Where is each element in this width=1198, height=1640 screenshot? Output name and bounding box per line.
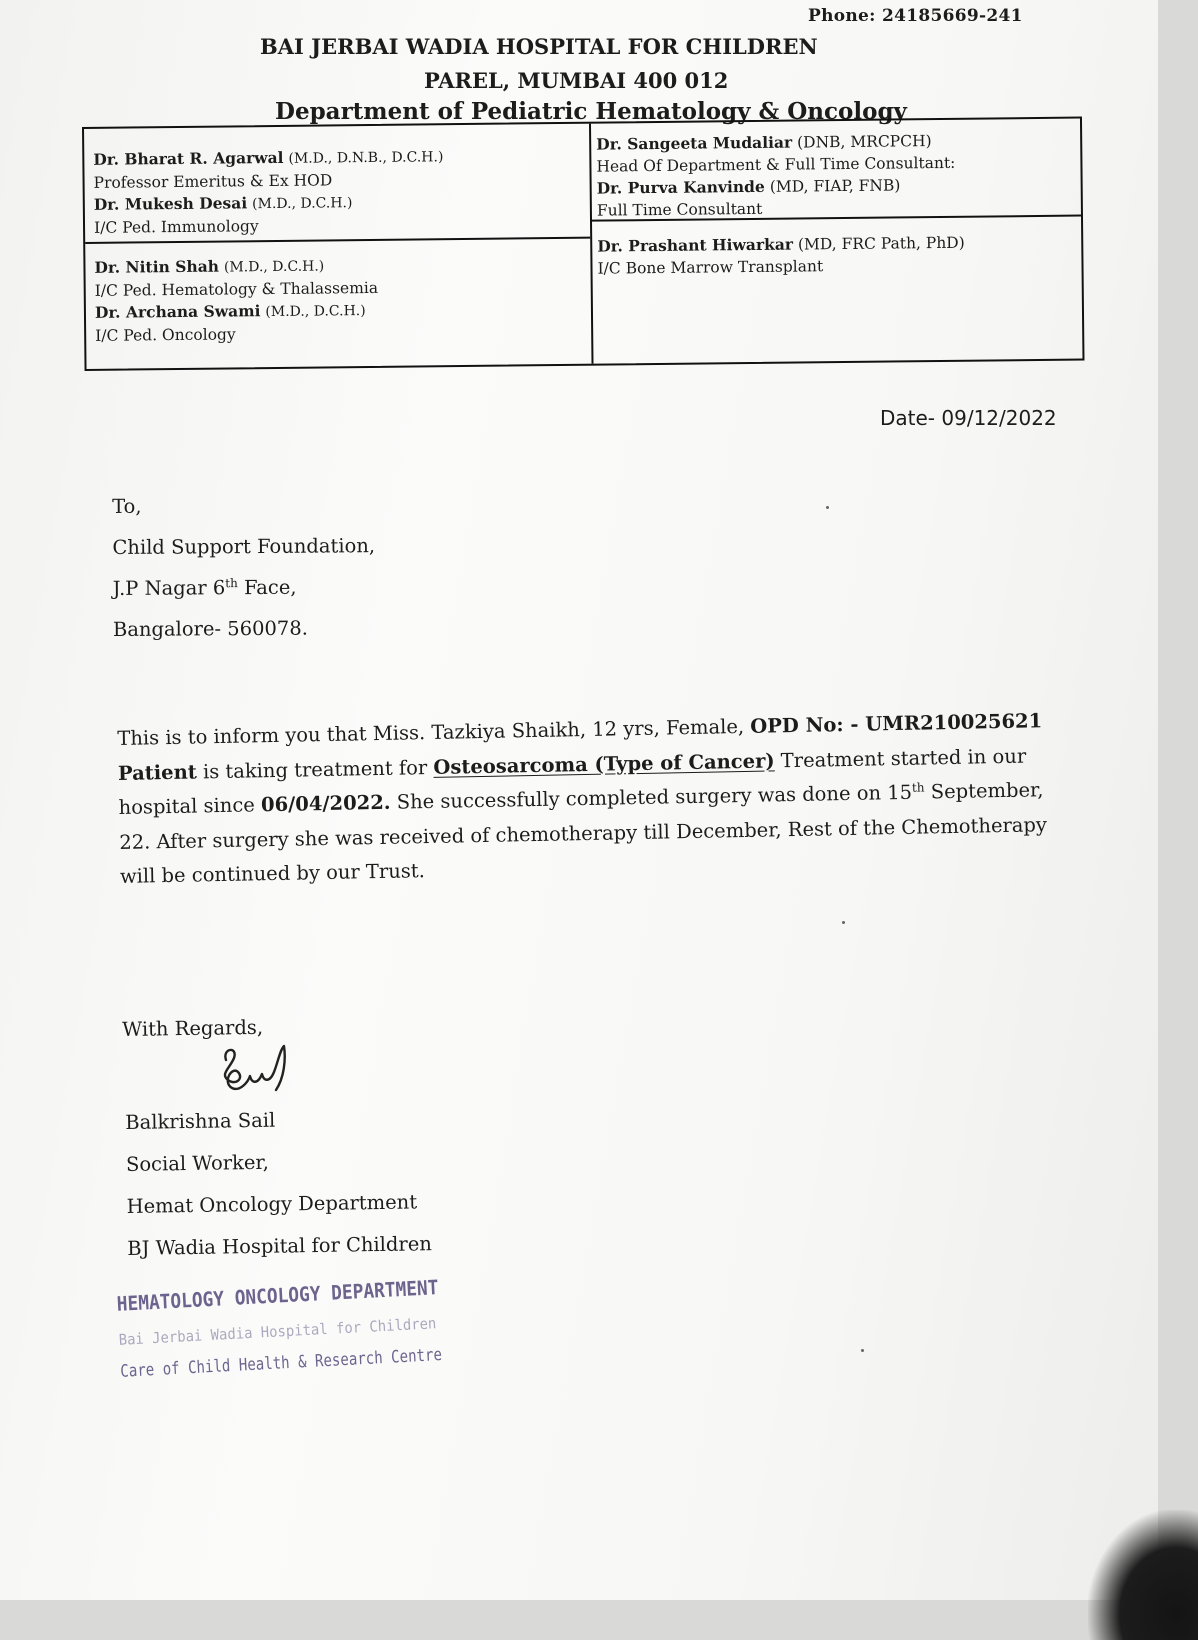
doctor-role: I/C Ped. Immunology [93,216,259,237]
doctor-name: Dr. Bharat R. Agarwal [93,147,284,169]
signatory-department: Hemat Oncology Department [126,1190,418,1218]
signatory-name: Balkrishna Sail [125,1108,276,1134]
letter-body [117,704,1080,895]
stamp-line-1: HEMATOLOGY ONCOLOGY DEPARTMENT [116,1273,479,1316]
body-text-run: hospital since [118,793,262,819]
doctor-name: Dr. Purva Kanvinde [596,176,765,198]
doctor-role: I/C Ped. Oncology [95,324,236,345]
doctor-role: Professor Emeritus & Ex HOD [93,170,333,192]
address-to: To, [112,494,142,518]
body-text-run: This is to inform you that Miss. Tazkiya Shaikh, 12 yrs, Female, [117,714,751,750]
signatory-title: Social Worker, [125,1150,269,1176]
address-street-rest: Face, [237,575,297,600]
body-text-run: September, [924,778,1044,804]
doctor-qualifications: (DNB, MRCPCH) [796,132,932,152]
phone-number: Phone: 24185669-241 [808,6,1023,26]
doctors-table [82,117,1085,371]
closing-regards: With Regards, [122,1015,264,1041]
body-text-run: Treatment started in our [774,744,1027,772]
doctor-name: Dr. Mukesh Desai [93,193,248,214]
signatory-organization: BJ Wadia Hospital for Children [127,1232,433,1260]
body-text-bold: Patient [117,759,197,785]
body-text-run: is taking treatment for [196,755,434,783]
doctors-cell-top-left [93,145,444,239]
signatory-block [125,1097,432,1270]
department-stamp [116,1262,510,1382]
table-divider-vertical [589,124,594,364]
doctor-qualifications: (M.D., D.C.H.) [265,303,366,321]
treatment-start-date: 06/04/2022. [260,790,391,817]
ordinal-suffix: th [911,780,925,795]
hospital-address: PAREL, MUMBAI 400 012 [424,68,729,93]
department-name: Department of Pediatric Hematology & Oncology [275,98,907,125]
doctors-cell-bottom-left [94,254,378,347]
speck [826,506,829,509]
doctor-name: Dr. Prashant Hiwarkar [597,234,794,256]
stamp-line-3: Care of Child Health & Research Centre [119,1341,510,1382]
doctor-name: Dr. Nitin Shah [94,256,220,277]
doctor-role: Full Time Consultant [596,199,763,220]
stamp-line-2: Bai Jerbai Wadia Hospital for Children [118,1312,462,1349]
doctor-role: I/C Bone Marrow Transplant [597,256,824,278]
ordinal-suffix: th [225,576,238,591]
handwritten-signature [214,1038,304,1104]
opd-number: OPD No: - UMR210025621 [750,709,1043,738]
diagnosis: Osteosarcoma (Type of Cancer) [433,748,775,779]
doctor-role: I/C Ped. Hematology & Thalassemia [94,278,379,300]
doctor-qualifications: (M.D., D.C.H.) [223,258,325,276]
address-street [113,566,376,609]
doctor-qualifications: (M.D., D.C.H.) [252,195,353,213]
doctor-role: Head Of Department & Full Time Consultant: [596,153,956,176]
body-line: 22. After surgery she was received of chemotherapy till December, Rest of the Chemotherapy [119,812,1048,854]
doctors-cell-bottom-right [597,232,965,280]
address-street-main: J.P Nagar 6 [112,576,226,600]
doctor-qualifications: (M.D., D.N.B., D.C.H.) [288,149,444,167]
body-line: will be continued by our Trust. [119,859,426,888]
body-text-run: She successfully completed surgery was done on 15 [390,780,913,814]
page-corner-shadow [1088,1510,1198,1640]
address-city: Bangalore- 560078. [112,616,308,641]
letter-date: Date- 09/12/2022 [880,406,1057,430]
doctor-name: Dr. Archana Swami [94,301,261,322]
speck [842,921,845,924]
speck [861,1349,864,1352]
doctor-qualifications: (MD, FIAP, FNB) [769,176,901,196]
doctor-name: Dr. Sangeeta Mudaliar [596,132,793,154]
doctors-cell-top-right [596,130,956,222]
address-org: Child Support Foundation, [112,534,376,559]
recipient-address [112,484,376,650]
hospital-name: BAI JERBAI WADIA HOSPITAL FOR CHILDREN [260,34,818,59]
doctor-qualifications: (MD, FRC Path, PhD) [797,233,965,254]
